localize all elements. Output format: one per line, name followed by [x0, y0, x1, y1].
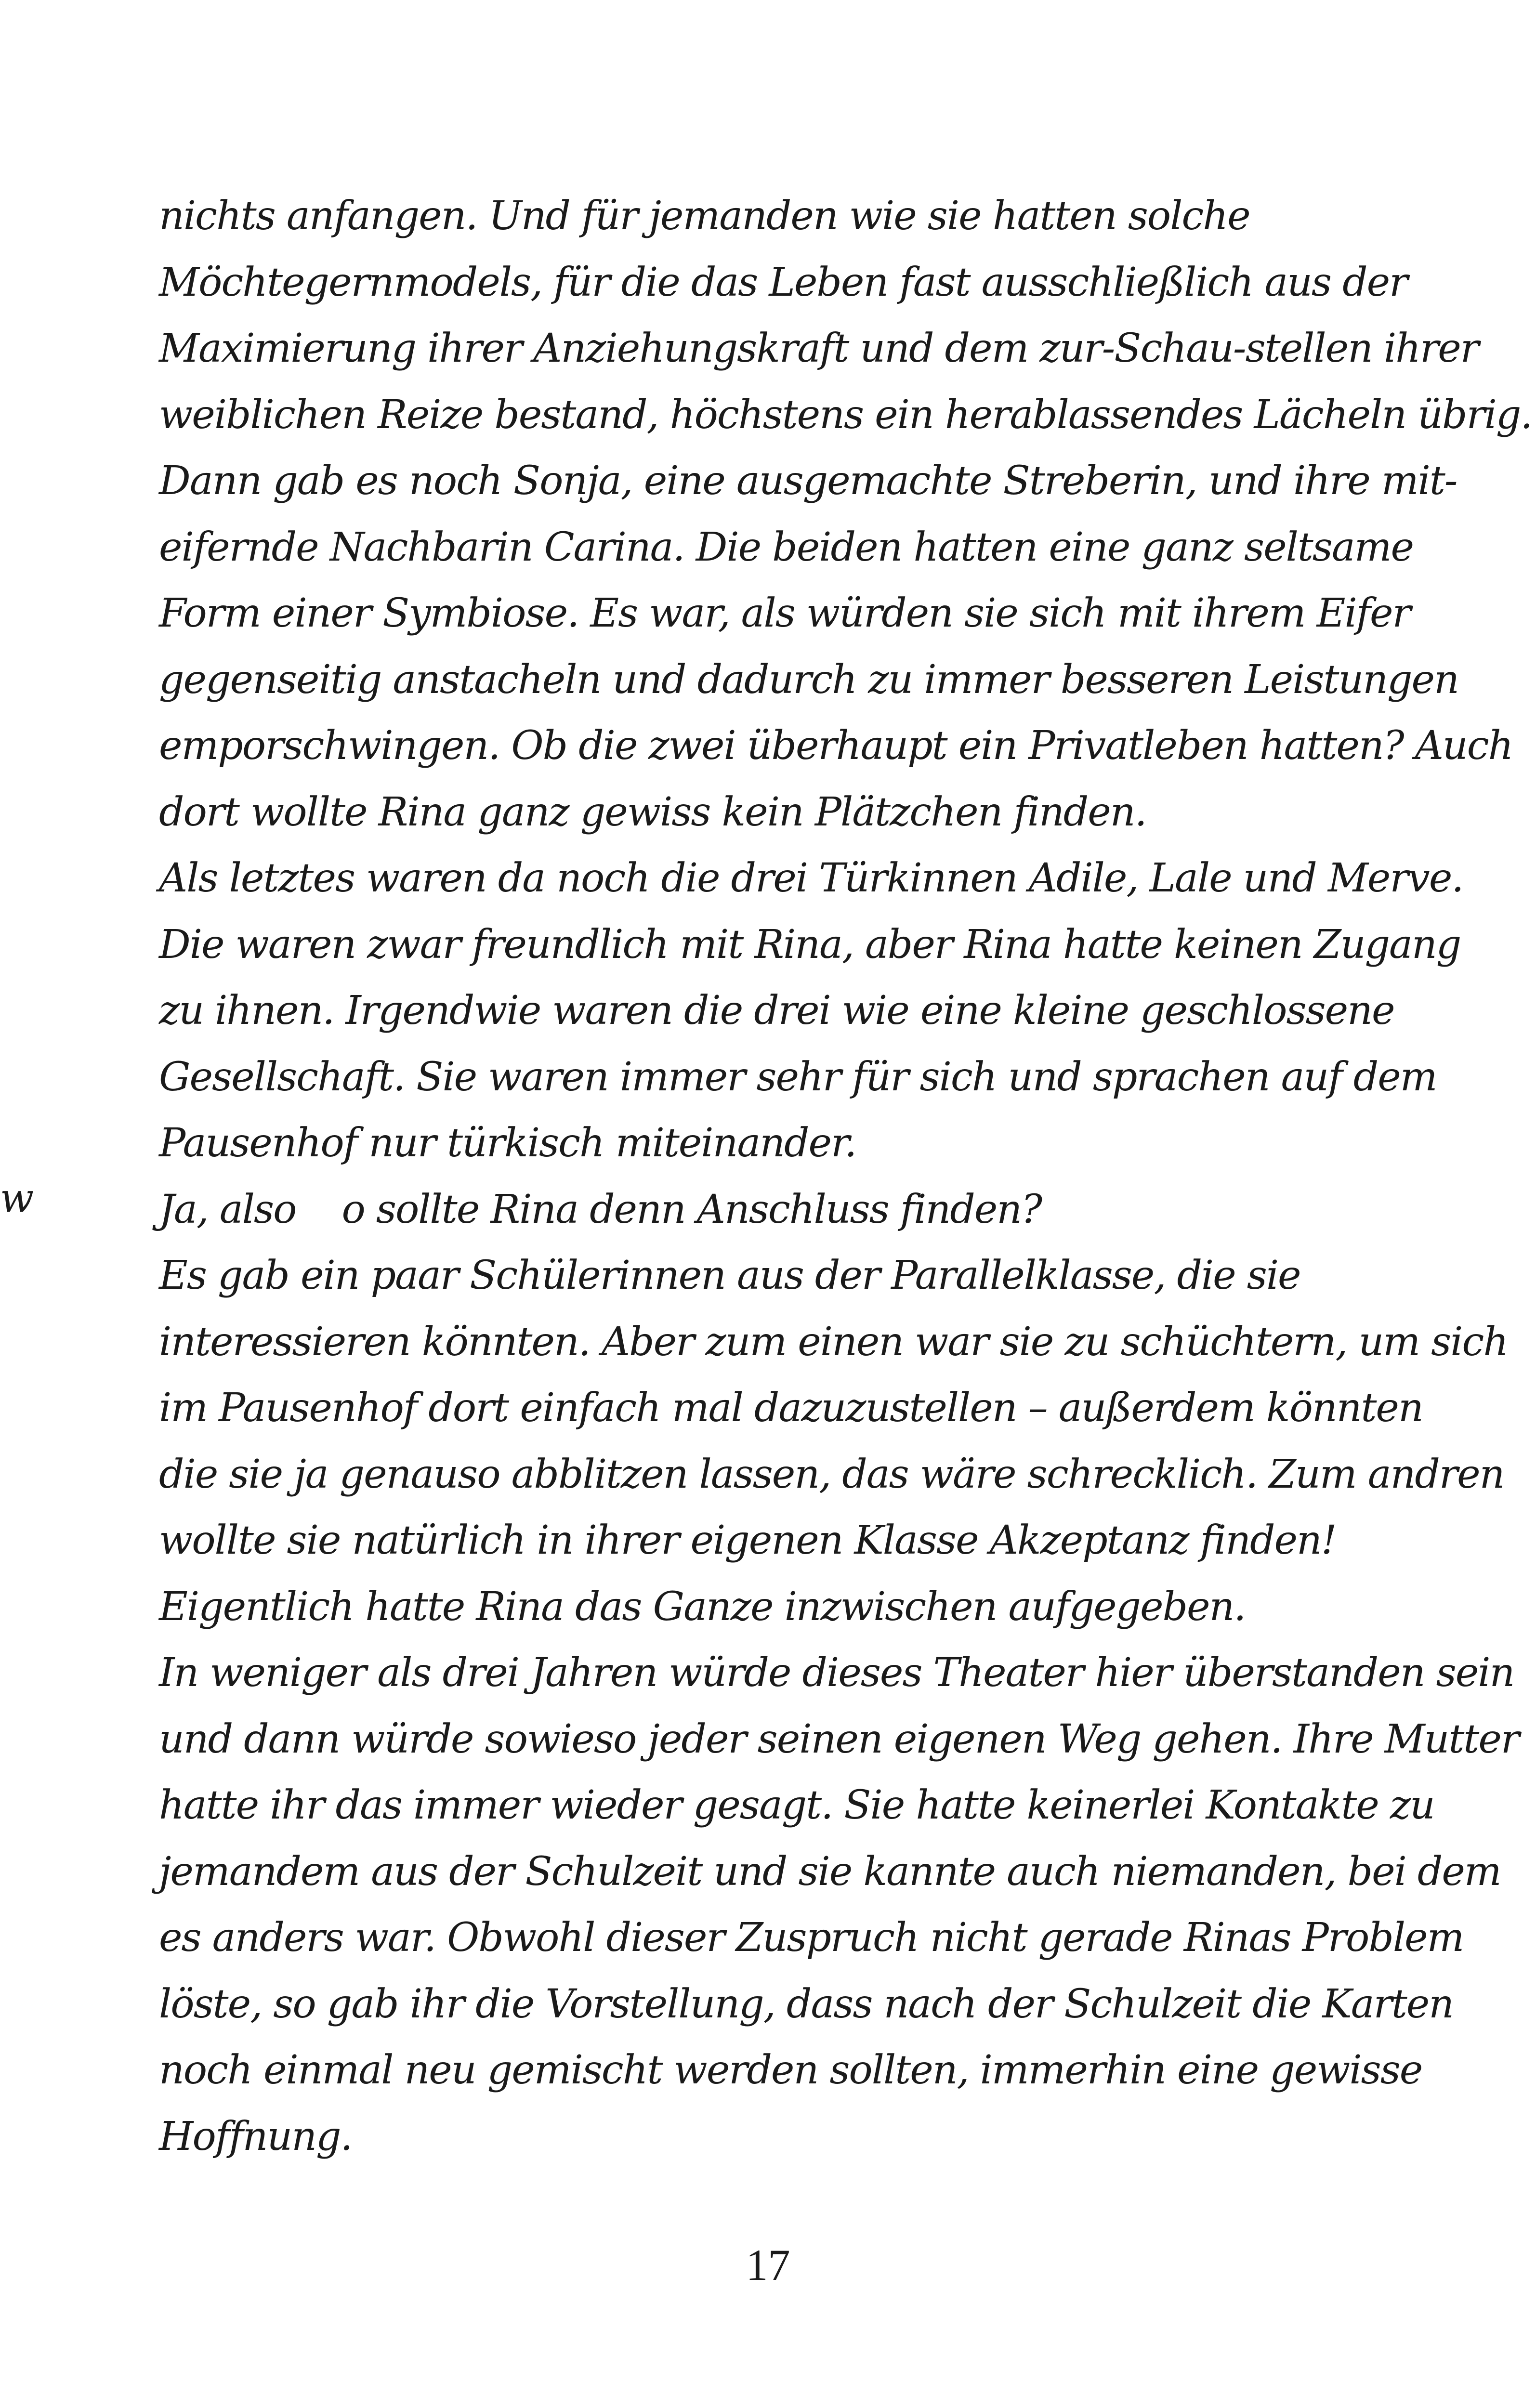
text-line: Die waren zwar freundlich mit Rina, aber Rina hatte keinen Zugang — [159, 921, 1461, 968]
text-line: gegenseitig anstacheln und dadurch zu immer besseren Leistungen — [159, 656, 1458, 703]
body-text — [159, 183, 1532, 2170]
text-line: Form einer Symbiose. Es war, als würden sie sich mit ihrem Eifer — [159, 590, 1410, 636]
text-line: emporschwingen. Ob die zwei überhaupt ein Privatleben hatten? Auch — [159, 723, 1513, 769]
text-line: Hoffnung. — [159, 2113, 352, 2159]
text-line: Eigentlich hatte Rina das Ganze inzwischen aufgegeben. — [159, 1584, 1246, 1630]
text-line: und dann würde sowieso jeder seinen eigenen Weg gehen. Ihre Mutter — [159, 1716, 1519, 1762]
margin-mark: w — [0, 1176, 34, 1221]
split-text-line — [159, 1177, 1411, 1243]
text-line: Pausenhof nur türkisch miteinander. — [159, 1120, 856, 1166]
text-line: interessieren könnten. Aber zum einen war sie zu schüchtern, um sich — [159, 1319, 1508, 1365]
text-line: jemandem aus der Schulzeit und sie kannte auch niemanden, bei dem — [159, 1848, 1501, 1895]
text-line: hatte ihr das immer wieder gesagt. Sie hatte keinerlei Kontakte zu — [159, 1782, 1434, 1828]
text-line: Dann gab es noch Sonja, eine ausgemachte Streberin, und ihre mit- — [159, 458, 1457, 504]
split-line-left: Ja, also — [159, 1186, 296, 1232]
text-line: weiblichen Reize bestand, höchstens ein herablassendes Lächeln übrig. — [159, 392, 1532, 438]
text-line: die sie ja genauso abblitzen lassen, das wäre schrecklich. Zum andren — [159, 1451, 1504, 1497]
text-line: nichts anfangen. Und für jemanden wie sie hatten solche — [159, 193, 1250, 239]
page-number: 17 — [746, 2240, 790, 2290]
text-line: wollte sie natürlich in ihrer eigenen Klasse Akzeptanz finden! — [159, 1518, 1336, 1563]
text-line: dort wollte Rina ganz gewiss kein Plätzchen finden. — [159, 789, 1146, 835]
text-line: noch einmal neu gemischt werden sollten, immerhin eine gewisse — [159, 2047, 1422, 2093]
text-line: es anders war. Obwohl dieser Zuspruch nicht gerade Rinas Problem — [159, 1915, 1464, 1961]
text-line: im Pausenhof dort einfach mal dazuzustellen – außerdem könnten — [159, 1385, 1423, 1431]
text-line: zu ihnen. Irgendwie waren die drei wie eine kleine geschlossene — [159, 988, 1394, 1034]
text-line: Als letztes waren da noch die drei Türkinnen Adile, Lale und Merve. — [159, 855, 1463, 901]
split-line-right: o sollte Rina denn Anschluss finden? — [341, 1186, 1042, 1232]
text-line: Möchtegernmodels, für die das Leben fast ausschließlich aus der — [159, 259, 1407, 305]
text-line: Gesellschaft. Sie waren immer sehr für sich und sprachen auf dem — [159, 1054, 1437, 1100]
text-line: löste, so gab ihr die Vorstellung, dass nach der Schulzeit die Karten — [159, 1981, 1454, 2027]
text-line: In weniger als drei Jahren würde dieses Theater hier überstanden sein — [159, 1650, 1514, 1696]
text-line: Es gab ein paar Schülerinnen aus der Parallelklasse, die sie — [159, 1253, 1300, 1298]
text-line: eifernde Nachbarin Carina. Die beiden hatten eine ganz seltsame — [159, 524, 1414, 570]
text-line: Maximierung ihrer Anziehungskraft und dem zur-Schau-stellen ihrer — [159, 326, 1478, 371]
